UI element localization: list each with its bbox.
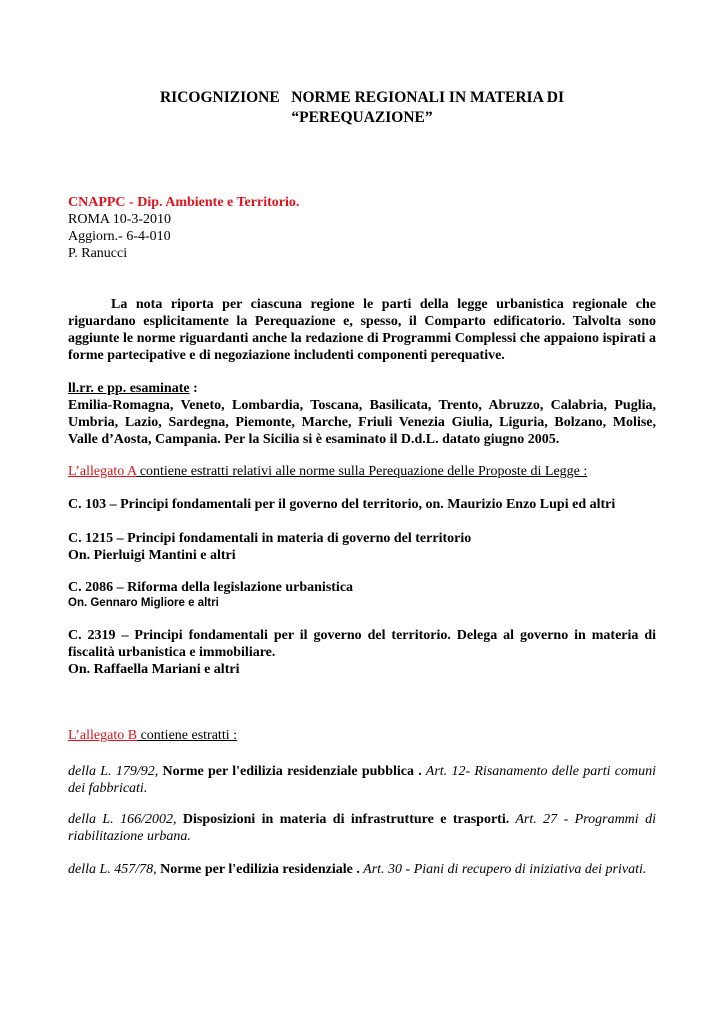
proposal-author: On. Raffaella Mariani e altri [68, 662, 240, 677]
law-name: Norme per l'edilizia residenziale pubblica . [158, 764, 422, 779]
proposal-title: C. 2086 – Riforma della legislazione urbanistica [68, 580, 354, 595]
proposal-author: On. Pierluigi Mantini e altri [68, 548, 236, 563]
law-article: Art. 12- Risanamento delle parti comuni dei fabbricati. [68, 764, 656, 796]
examined-section [68, 380, 656, 448]
law-item [68, 811, 656, 845]
allegato-b-label: L’allegato B [68, 728, 138, 743]
allegato-a-label: L’allegato A [68, 464, 137, 479]
law-name: Norme per l'edilizia residenziale . [156, 862, 360, 877]
document-title [68, 88, 656, 128]
title-line-2: “PEREQUAZIONE” [291, 109, 433, 126]
law-article: Art. 30 - Piani di recupero di iniziativa dei privati. [359, 862, 647, 877]
examined-separator: : [189, 381, 198, 396]
examined-label: ll.rr. e pp. esaminate [68, 381, 190, 396]
law-item [68, 763, 656, 797]
allegato-b-line [68, 727, 656, 744]
update-line: Aggiorn.- 6-4-010 [68, 229, 171, 244]
proposal-item [68, 496, 656, 513]
proposal-item [68, 627, 656, 678]
proposal-item [68, 579, 656, 610]
allegato-b-text: contiene estratti : [137, 728, 237, 743]
proposal-title: C. 1215 – Principi fondamentali in materia di governo del territorio [68, 531, 472, 546]
allegato-a-text: contiene estratti relativi alle norme sulla Perequazione delle Proposte di Legge : [136, 464, 588, 479]
date-line: ROMA 10-3-2010 [68, 212, 172, 227]
organization: CNAPPC - Dip. Ambiente e Territorio. [68, 195, 300, 210]
proposal-title: C. 103 – Principi fondamentali per il governo del territorio, on. Maurizio Enzo Lupi ed altri [68, 497, 616, 512]
law-ref: della L. 179/92, [68, 764, 159, 779]
proposal-author: On. Gennaro Migliore e altri [68, 597, 219, 609]
allegato-a-line [68, 463, 656, 480]
law-ref: della L. 166/2002, [68, 812, 177, 827]
law-name: Disposizioni in materia di infrastrutture e trasporti. [176, 812, 510, 827]
law-item [68, 861, 656, 878]
intro-paragraph: La nota riporta per ciascuna regione le parti della legge urbanistica regionale che riguardano esplicitamente la Perequazione e, spesso, il Comparto edificatorio. Talvolta sono aggiunte le norme riguardanti anche la redazione di Programmi Complessi che appaiono ispirati a forme partecipative e di negoziazione includenti componenti perequative. [68, 297, 656, 363]
law-article: Art. 27 - Programmi di riabilitazione urbana. [68, 812, 656, 844]
proposal-item [68, 530, 656, 564]
title-line-1: RICOGNIZIONE NORME REGIONALI IN MATERIA DI [159, 89, 565, 106]
examined-list: Emilia-Romagna, Veneto, Lombardia, Toscana, Basilicata, Trento, Abruzzo, Calabria, Puglia, Umbria, Lazio, Sardegna, Piemonte, Marche, Friuli Venezia Giulia, Liguria, Bolzano, Molise, Valle d’Aosta, Campania. Per la Sicilia si è esaminato il D.d.L. datato giugno 2005. [68, 398, 656, 447]
proposal-title: C. 2319 – Principi fondamentali per il governo del territorio. Delega al governo in materia di fiscalità urbanistica e immobiliare. [68, 628, 656, 660]
author-line: P. Ranucci [68, 246, 128, 261]
document-header [68, 194, 656, 262]
law-ref: della L. 457/78, [68, 862, 157, 877]
